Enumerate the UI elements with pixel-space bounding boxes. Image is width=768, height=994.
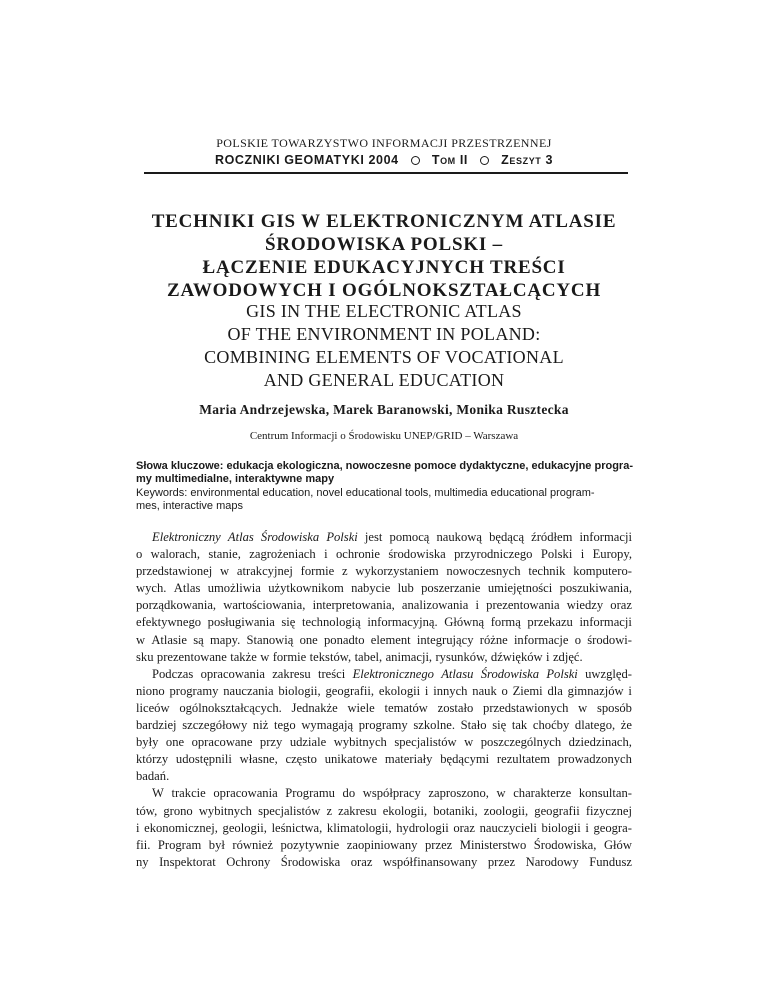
body-word: bardziej [136, 718, 177, 733]
author-affiliation: Centrum Informacji o Środowisku UNEP/GRID – Warszawa [249, 430, 519, 442]
body-word: formą [490, 615, 521, 630]
body-word: unikatowe [324, 752, 378, 767]
body-word: oraz [350, 854, 373, 869]
body-word: będącymi [440, 752, 490, 767]
body-word: geografii, [325, 683, 375, 698]
body-word: zaopiniowany [346, 837, 418, 852]
body-line [136, 717, 632, 734]
body-word: Narodowy [525, 854, 579, 869]
body-word: dźwięków [490, 649, 543, 664]
body-word: i [580, 547, 585, 562]
body-line [136, 751, 632, 768]
body-word-italic: Polski [326, 530, 358, 544]
body-word: Fundusz [589, 854, 632, 869]
body-word: technologią [302, 615, 361, 630]
body-word-italic: Atlas [227, 530, 254, 544]
body-word: ochronie [335, 547, 380, 562]
body-word: nauk [472, 683, 497, 698]
body-word: wykorzystaniem [355, 564, 439, 579]
title-polish-line: ZAWODOWYCH I OGÓLNOKSZTAŁCĄCYCH [166, 280, 602, 301]
body-word: zakresu [338, 803, 377, 818]
body-word: biologii [541, 820, 581, 835]
body-word: wybitnych [333, 735, 387, 750]
body-word: tak [511, 718, 528, 733]
body-word: w [220, 564, 230, 579]
body-word: szkolne. [413, 718, 455, 733]
body-word: Środowiska, [533, 837, 597, 852]
body-word: zaproszono, [428, 786, 489, 801]
body-word: z [326, 803, 333, 818]
body-word: informacji [579, 615, 632, 630]
body-word: integrujący [416, 632, 474, 647]
body-word: porządkowania, [136, 598, 217, 613]
body-word: przedstawionej [136, 564, 213, 579]
body-word: użytkownikom [268, 581, 344, 596]
body-word: również [232, 837, 273, 852]
body-word: zagrożeniach [249, 547, 316, 562]
body-word: W [152, 786, 164, 801]
body-word: wartościowania, [223, 598, 306, 613]
body-word: Europy, [592, 547, 632, 562]
body-word: element [370, 632, 411, 647]
body-line [136, 666, 632, 683]
body-word: fizycznej [585, 803, 632, 818]
body-word: wiele [347, 700, 375, 715]
body-word: dziedzinach, [568, 735, 632, 750]
body-word: nauczania [223, 683, 274, 698]
title-polish-line: ŁĄCZENIE EDUKACYJNYCH TREŚCI [202, 257, 566, 278]
body-word: zostało [437, 700, 474, 715]
body-line [136, 734, 632, 751]
body-word: szczegółowy [182, 718, 248, 733]
body-word: do [342, 786, 356, 801]
body-word: oraz [610, 598, 632, 613]
body-word: Stanowią [246, 632, 294, 647]
body-word: środowiska [388, 547, 446, 562]
body-word: niż [252, 718, 269, 733]
body-word: udostępnili [175, 752, 232, 767]
body-word: geogra- [593, 820, 632, 835]
body-line [136, 837, 632, 854]
body-line [136, 597, 632, 614]
body-word: informacje [513, 632, 569, 647]
keywords-english-line: mes, interactive maps [136, 500, 243, 513]
body-line [136, 854, 632, 871]
body-word: Stało [460, 718, 487, 733]
body-word-italic: Polski [546, 666, 578, 681]
body-word: lub [397, 581, 414, 596]
body-word: tego [273, 718, 296, 733]
body-word: wych. [136, 581, 167, 596]
body-word: i [475, 598, 480, 613]
body-word-italic: Atlasu [441, 666, 474, 681]
body-word: nowoczesnych [446, 564, 521, 579]
body-word: nauczycieli [479, 820, 537, 835]
body-line [136, 785, 632, 802]
body-word: wymagają [301, 718, 354, 733]
body-word: były [136, 735, 159, 750]
body-word: klimatologii, [326, 820, 392, 835]
body-word: sku [136, 649, 154, 664]
body-word: zoologii, [483, 803, 529, 818]
body-word: przedstawionych [483, 700, 569, 715]
body-line [136, 546, 632, 563]
body-line [136, 529, 632, 546]
body-word: rezultatem [496, 752, 551, 767]
title-polish [130, 210, 638, 302]
body-word: ponadto [323, 632, 365, 647]
body-word: komputero- [573, 564, 632, 579]
body-word: i [546, 649, 550, 664]
body-word: się [492, 718, 507, 733]
body-word: różne [479, 632, 508, 647]
body-word: Atlasie [151, 632, 188, 647]
body-word: i [585, 820, 589, 835]
body-word: także [230, 649, 257, 664]
journal-name: ROCZNIKI GEOMATYKI 2004 [214, 153, 399, 167]
body-line [136, 632, 632, 649]
keywords-polish-line: Słowa kluczowe: edukacja ekologiczna, nowoczesne pomoce dydaktyczne, edukacyjne progra- [136, 460, 633, 472]
body-word: biologii, [278, 683, 321, 698]
body-word: o [136, 547, 143, 562]
body-word: one [299, 632, 318, 647]
body-word: programy [169, 683, 219, 698]
body-word: oraz [453, 820, 475, 835]
body-word-italic: Środowiska [480, 666, 540, 681]
body-line [136, 649, 632, 666]
body-word: grono [163, 803, 193, 818]
body-word: trakcie [171, 786, 206, 801]
body-word: którzy [136, 752, 169, 767]
body-word: w [578, 700, 588, 715]
body-word: przyrodniczego [454, 547, 533, 562]
body-word: treści [317, 666, 346, 681]
title-english-line: AND GENERAL EDUCATION [263, 370, 505, 390]
body-word: dlatego, [574, 718, 616, 733]
body-word-italic: Środowiska [260, 530, 320, 544]
body-word: naukową [436, 530, 482, 544]
body-word: przez [424, 837, 453, 852]
body-word: geologii, [222, 820, 267, 835]
body-word: prezentowania [486, 598, 560, 613]
body-word: nabycie [351, 581, 391, 596]
body-word: będącą [489, 530, 525, 544]
body-word: w [136, 632, 146, 647]
body-word: stanie, [208, 547, 241, 562]
body-word: ny [136, 854, 149, 869]
body-word: że [620, 718, 632, 733]
body-line [136, 768, 632, 785]
body-word: poszczególnych [480, 735, 562, 750]
title-polish-line: TECHNIKI GIS W ELEKTRONICZNYM ATLASIE [151, 211, 617, 232]
body-word: i [424, 683, 429, 698]
body-line [136, 563, 632, 580]
body-word: często [285, 752, 317, 767]
body-word: technik [528, 564, 566, 579]
body-word: Program [157, 837, 202, 852]
journal-series-line [0, 153, 768, 167]
body-text [136, 529, 632, 871]
body-word: Programu [285, 786, 335, 801]
body-word: uwzględ- [585, 666, 632, 681]
body-word: o [501, 683, 508, 698]
body-word: niono [136, 683, 165, 698]
body-word: informacji [579, 530, 632, 544]
title-english [130, 300, 638, 392]
body-word: opracowania [200, 666, 265, 681]
body-word: Podczas [152, 666, 194, 681]
body-word: umożliwia [207, 581, 261, 596]
body-word: Polski [540, 547, 573, 562]
body-word: prezentowane [156, 649, 227, 664]
keywords-block [136, 460, 632, 514]
circle-separator-icon [480, 156, 489, 165]
issue-number: Zeszyt 3 [501, 153, 554, 167]
body-word: Inspektorat [159, 854, 216, 869]
body-word: konsultan- [578, 786, 632, 801]
body-word: tematów [384, 700, 428, 715]
body-word: choćby [532, 718, 570, 733]
body-word: Jednakże [291, 700, 338, 715]
body-word: się [281, 615, 296, 630]
body-word: gimnazjów [567, 683, 624, 698]
body-word: analizowania [401, 598, 469, 613]
header-rule [144, 172, 628, 174]
body-line [136, 803, 632, 820]
body-word: środowi- [587, 632, 632, 647]
body-word: posługiwania [207, 615, 275, 630]
author-list: Maria Andrzejewska, Marek Baranowski, Monika Rusztecka [199, 402, 569, 417]
body-word: Głów [603, 837, 632, 852]
body-word: rysunków, [435, 649, 488, 664]
body-word: fii. [136, 837, 151, 852]
body-word: liceów [136, 700, 170, 715]
body-word: leśnictwa, [271, 820, 323, 835]
body-word: formie [272, 649, 307, 664]
body-word: ekologii [378, 683, 421, 698]
body-word: w [260, 649, 270, 664]
body-word: Środowiska [280, 854, 341, 869]
society-name: POLSKIE TOWARZYSTWO INFORMACJI PRZESTRZENNEJ [216, 136, 552, 150]
body-word: umiejętności [487, 581, 553, 596]
body-word: badań. [136, 769, 170, 784]
body-word: zakresu [272, 666, 311, 681]
body-word: opracowane [191, 735, 253, 750]
body-word: Główną [444, 615, 485, 630]
body-word: Ministerstwo [459, 837, 527, 852]
circle-separator-icon [411, 156, 420, 165]
body-word: animacji, [385, 649, 433, 664]
body-word: innych [433, 683, 468, 698]
body-word: ekologii, [382, 803, 428, 818]
body-word: prowadzonych [557, 752, 632, 767]
body-word: w [464, 735, 474, 750]
body-word: ekonomicznej, [144, 820, 218, 835]
body-word: materiały [384, 752, 433, 767]
body-word: interpretowania, [312, 598, 395, 613]
body-word: one [165, 735, 185, 750]
body-word: charakterze [513, 786, 572, 801]
body-word: o [574, 632, 581, 647]
body-word: przy [259, 735, 283, 750]
body-word: zdjęć. [552, 649, 583, 664]
body-word: tów, [136, 803, 158, 818]
title-english-line: COMBINING ELEMENTS OF VOCATIONAL [204, 347, 564, 367]
body-word: efektywnego [136, 615, 202, 630]
body-line [136, 700, 632, 717]
body-line [136, 580, 632, 597]
body-word: pozytywnie [280, 837, 340, 852]
body-word: są [193, 632, 204, 647]
body-word: pomocą [389, 530, 430, 544]
body-word: współfinansowany [382, 854, 478, 869]
body-word: tabel, [354, 649, 383, 664]
body-word: geografii [534, 803, 580, 818]
body-word: i [136, 820, 140, 835]
body-line [136, 820, 632, 837]
body-word: wiedzy [566, 598, 604, 613]
body-word: źródłem [531, 530, 573, 544]
body-word: Ochrony [226, 854, 271, 869]
keywords-polish-line: my multimedialne, interaktywne mapy [136, 473, 335, 486]
body-word: specjalistów [258, 803, 321, 818]
body-word: wybitnych [198, 803, 252, 818]
body-word: mapy. [209, 632, 241, 647]
body-word: udziale [289, 735, 327, 750]
body-word: w [496, 786, 506, 801]
body-word: jest [364, 530, 383, 544]
body-word: botaniki, [433, 803, 478, 818]
body-word-italic: Elektronicznego [352, 666, 434, 681]
body-word: walorach, [150, 547, 200, 562]
body-word: dla [547, 683, 563, 698]
body-word: sposób [596, 700, 632, 715]
body-word: przekazu [527, 615, 573, 630]
body-word: specjalistów [394, 735, 457, 750]
body-word: własne, [239, 752, 278, 767]
body-word: tekstów, [309, 649, 352, 664]
title-polish-line: ŚRODOWISKA POLSKI – [265, 234, 503, 255]
volume-number: Tom II [431, 153, 468, 167]
title-english-line: OF THE ENVIRONMENT IN POLAND: [227, 324, 541, 344]
body-word: był [208, 837, 225, 852]
body-word: Atlas [173, 581, 201, 596]
body-word: opracowania [213, 786, 278, 801]
body-word: informacyjną. [367, 615, 438, 630]
body-line [136, 614, 632, 631]
body-word: programy [358, 718, 408, 733]
body-word: z [342, 564, 348, 579]
title-english-line: GIS IN THE ELECTRONIC ATLAS [246, 301, 522, 321]
body-word: współpracy [362, 786, 421, 801]
body-word: przez [487, 854, 516, 869]
body-word: poszukiwania, [559, 581, 632, 596]
body-line [136, 683, 632, 700]
body-word: Ziemi [512, 683, 543, 698]
keywords-english-line: Keywords: environmental education, novel educational tools, multimedia educational program- [136, 486, 595, 499]
body-word: poszerzanie [421, 581, 481, 596]
body-word: atrakcyjnej [236, 564, 293, 579]
body-word: formie [300, 564, 335, 579]
body-word: i [324, 547, 328, 562]
body-word: ogólnokształcących. [179, 700, 282, 715]
body-word-italic: Elektroniczny [152, 530, 221, 544]
body-word: hydrologii [396, 820, 449, 835]
body-word: i [628, 683, 632, 698]
